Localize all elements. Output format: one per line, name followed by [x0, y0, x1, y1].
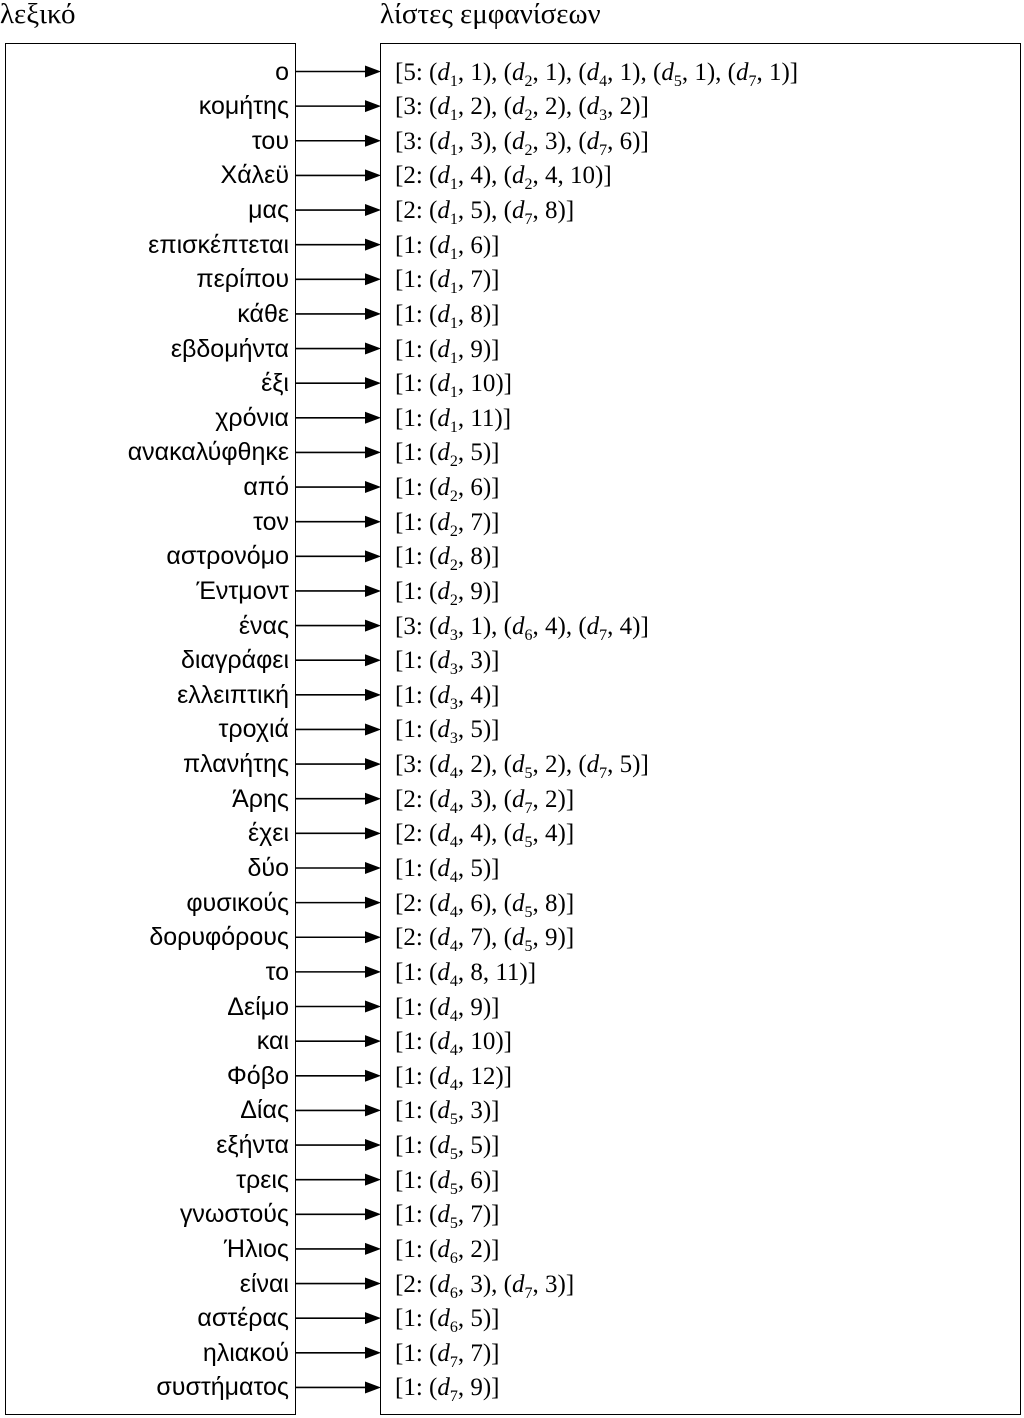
postings-list: [1: ($d_4$, 10)]	[395, 1028, 513, 1060]
postings-list: [1: ($d_4$, 9)]	[395, 993, 500, 1025]
lexicon-term: Ήλιος	[224, 1234, 289, 1263]
lexicon-term: ανακαλύφθηκε	[127, 438, 289, 467]
lexicon-term: το	[265, 957, 289, 986]
arrow-head	[365, 1243, 381, 1255]
lexicon-term: εξήντα	[216, 1131, 289, 1160]
lexicon-term: ελλειπτική	[177, 680, 289, 709]
arrow-head	[365, 1312, 381, 1324]
lexicon-term: ηλιακού	[202, 1338, 289, 1367]
arrow-head	[365, 1208, 381, 1220]
arrow-head	[365, 66, 381, 78]
lexicon-term: ο	[275, 57, 289, 86]
arrow-head	[365, 1174, 381, 1186]
postings-list: [1: ($d_2$, 6)]	[395, 474, 500, 506]
postings-list: [1: ($d_6$, 5)]	[395, 1305, 500, 1337]
postings-list: [1: ($d_2$, 5)]	[395, 439, 500, 471]
arrow-head	[365, 550, 381, 562]
postings-list: [3: ($d_1$, 2), ($d_2$, 2), ($d_3$, 2)]	[395, 93, 649, 125]
arrow-head	[365, 897, 381, 909]
lexicon-term: μας	[248, 196, 289, 225]
lexicon-term: επισκέπτεται	[148, 230, 289, 259]
lexicon-term: περίπου	[196, 265, 289, 294]
arrow-head	[365, 204, 381, 216]
arrow-head	[365, 758, 381, 770]
arrow-head	[365, 723, 381, 735]
lexicon-term: Έντμοντ	[196, 576, 289, 605]
arrow-head	[365, 100, 381, 112]
postings-list: [1: ($d_5$, 5)]	[395, 1132, 500, 1164]
lexicon-term: ένας	[238, 611, 289, 640]
postings-list: [5: ($d_1$, 1), ($d_2$, 1), ($d_4$, 1), ($d_5$, 1), ($d_7$, 1)]	[395, 58, 799, 90]
arrow-head	[365, 1104, 381, 1116]
lexicon-term: έξι	[261, 369, 289, 398]
lexicon-term: συστήματος	[156, 1373, 289, 1402]
postings-list: [1: ($d_4$, 12)]	[395, 1062, 513, 1094]
lexicon-term: Άρης	[232, 784, 289, 813]
lexicon-term: δύο	[247, 853, 289, 882]
lexicon-term: Δίας	[240, 1096, 289, 1125]
postings-list: [3: ($d_1$, 3), ($d_2$, 3), ($d_7$, 6)]	[395, 127, 649, 159]
postings-header: λίστες εμφανίσεων	[380, 0, 601, 30]
lexicon-term: έχει	[248, 819, 289, 848]
arrow-head	[365, 1001, 381, 1013]
postings-list: [1: ($d_3$, 5)]	[395, 716, 500, 748]
lexicon-term: κομήτης	[198, 92, 289, 121]
arrow-head	[365, 793, 381, 805]
postings-list: [1: ($d_7$, 7)]	[395, 1339, 500, 1371]
arrow-head	[365, 1139, 381, 1151]
lexicon-term: κάθε	[237, 299, 289, 328]
postings-list: [1: ($d_1$, 10)]	[395, 370, 513, 402]
postings-list: [2: ($d_1$, 5), ($d_7$, 8)]	[395, 197, 575, 229]
postings-list: [2: ($d_4$, 4), ($d_5$, 4)]	[395, 820, 575, 852]
postings-list: [2: ($d_1$, 4), ($d_2$, 4, 10)]	[395, 162, 612, 194]
arrow-head	[365, 689, 381, 701]
arrow-head	[365, 654, 381, 666]
arrow-head	[365, 966, 381, 978]
postings-list: [2: ($d_4$, 7), ($d_5$, 9)]	[395, 924, 575, 956]
postings-list: [1: ($d_1$, 6)]	[395, 231, 500, 263]
arrow-head	[365, 135, 381, 147]
lexicon-term: τρεις	[236, 1165, 289, 1194]
arrow-head	[365, 585, 381, 597]
postings-list: [1: ($d_6$, 2)]	[395, 1235, 500, 1267]
lexicon-term: του	[251, 126, 289, 155]
postings-list: [3: ($d_4$, 2), ($d_5$, 2), ($d_7$, 5)]	[395, 751, 649, 783]
postings-list: [1: ($d_1$, 8)]	[395, 300, 500, 332]
arrow-head	[365, 827, 381, 839]
lexicon-term: είναι	[239, 1269, 289, 1298]
lexicon-term: Φόβο	[226, 1061, 289, 1090]
arrow-head	[365, 273, 381, 285]
lexicon-term: χρόνια	[215, 403, 289, 432]
postings-list: [2: ($d_6$, 3), ($d_7$, 3)]	[395, 1270, 575, 1302]
lexicon-term: τροχιά	[218, 715, 289, 744]
postings-list: [1: ($d_1$, 9)]	[395, 335, 500, 367]
lexicon-term: και	[256, 1027, 289, 1056]
postings-list: [3: ($d_3$, 1), ($d_6$, 4), ($d_7$, 4)]	[395, 612, 649, 644]
arrow-head	[365, 516, 381, 528]
arrow-head	[365, 862, 381, 874]
postings-list: [1: ($d_3$, 4)]	[395, 681, 500, 713]
arrow-head	[365, 169, 381, 181]
lexicon-term: αστέρας	[197, 1304, 289, 1333]
postings-list: [1: ($d_1$, 11)]	[395, 404, 512, 436]
arrow-head	[365, 1070, 381, 1082]
lexicon-term: εβδομήντα	[170, 334, 289, 363]
arrow-head	[365, 412, 381, 424]
lexicon-term: πλανήτης	[182, 750, 289, 779]
arrow-head	[365, 481, 381, 493]
arrow-head	[365, 308, 381, 320]
postings-list: [1: ($d_1$, 7)]	[395, 266, 500, 298]
lexicon-header: λεξικό	[0, 0, 76, 30]
postings-list: [2: ($d_4$, 3), ($d_7$, 2)]	[395, 785, 575, 817]
lexicon-term: διαγράφει	[180, 646, 289, 675]
lexicon-term: δορυφόρους	[149, 923, 289, 952]
lexicon-term: αστρονόμο	[166, 542, 289, 571]
arrow-head	[365, 1278, 381, 1290]
arrow-head	[365, 1347, 381, 1359]
arrow-head	[365, 1035, 381, 1047]
lexicon-term: Χάλεϋ	[220, 161, 289, 190]
lexicon-term: τον	[253, 507, 289, 536]
postings-list: [1: ($d_5$, 7)]	[395, 1201, 500, 1233]
postings-list: [1: ($d_2$, 8)]	[395, 543, 500, 575]
postings-list: [1: ($d_3$, 3)]	[395, 647, 500, 679]
lexicon-term: φυσικούς	[186, 888, 289, 917]
lexicon-term: από	[243, 473, 289, 502]
arrow-head	[365, 446, 381, 458]
postings-list: [1: ($d_5$, 6)]	[395, 1166, 500, 1198]
arrow-head	[365, 931, 381, 943]
arrow-head	[365, 343, 381, 355]
postings-list: [1: ($d_2$, 9)]	[395, 577, 500, 609]
postings-list: [1: ($d_2$, 7)]	[395, 508, 500, 540]
postings-list: [1: ($d_4$, 8, 11)]	[395, 958, 537, 990]
postings-list: [1: ($d_4$, 5)]	[395, 854, 500, 886]
arrow-head	[365, 239, 381, 251]
arrow-head	[365, 620, 381, 632]
lexicon-term: γνωστούς	[179, 1200, 289, 1229]
arrow-head	[365, 377, 381, 389]
postings-list: [1: ($d_5$, 3)]	[395, 1097, 500, 1129]
arrow-head	[365, 1381, 381, 1393]
lexicon-term: Δείμο	[227, 992, 289, 1021]
postings-list: [2: ($d_4$, 6), ($d_5$, 8)]	[395, 889, 575, 921]
postings-list: [1: ($d_7$, 9)]	[395, 1374, 500, 1406]
